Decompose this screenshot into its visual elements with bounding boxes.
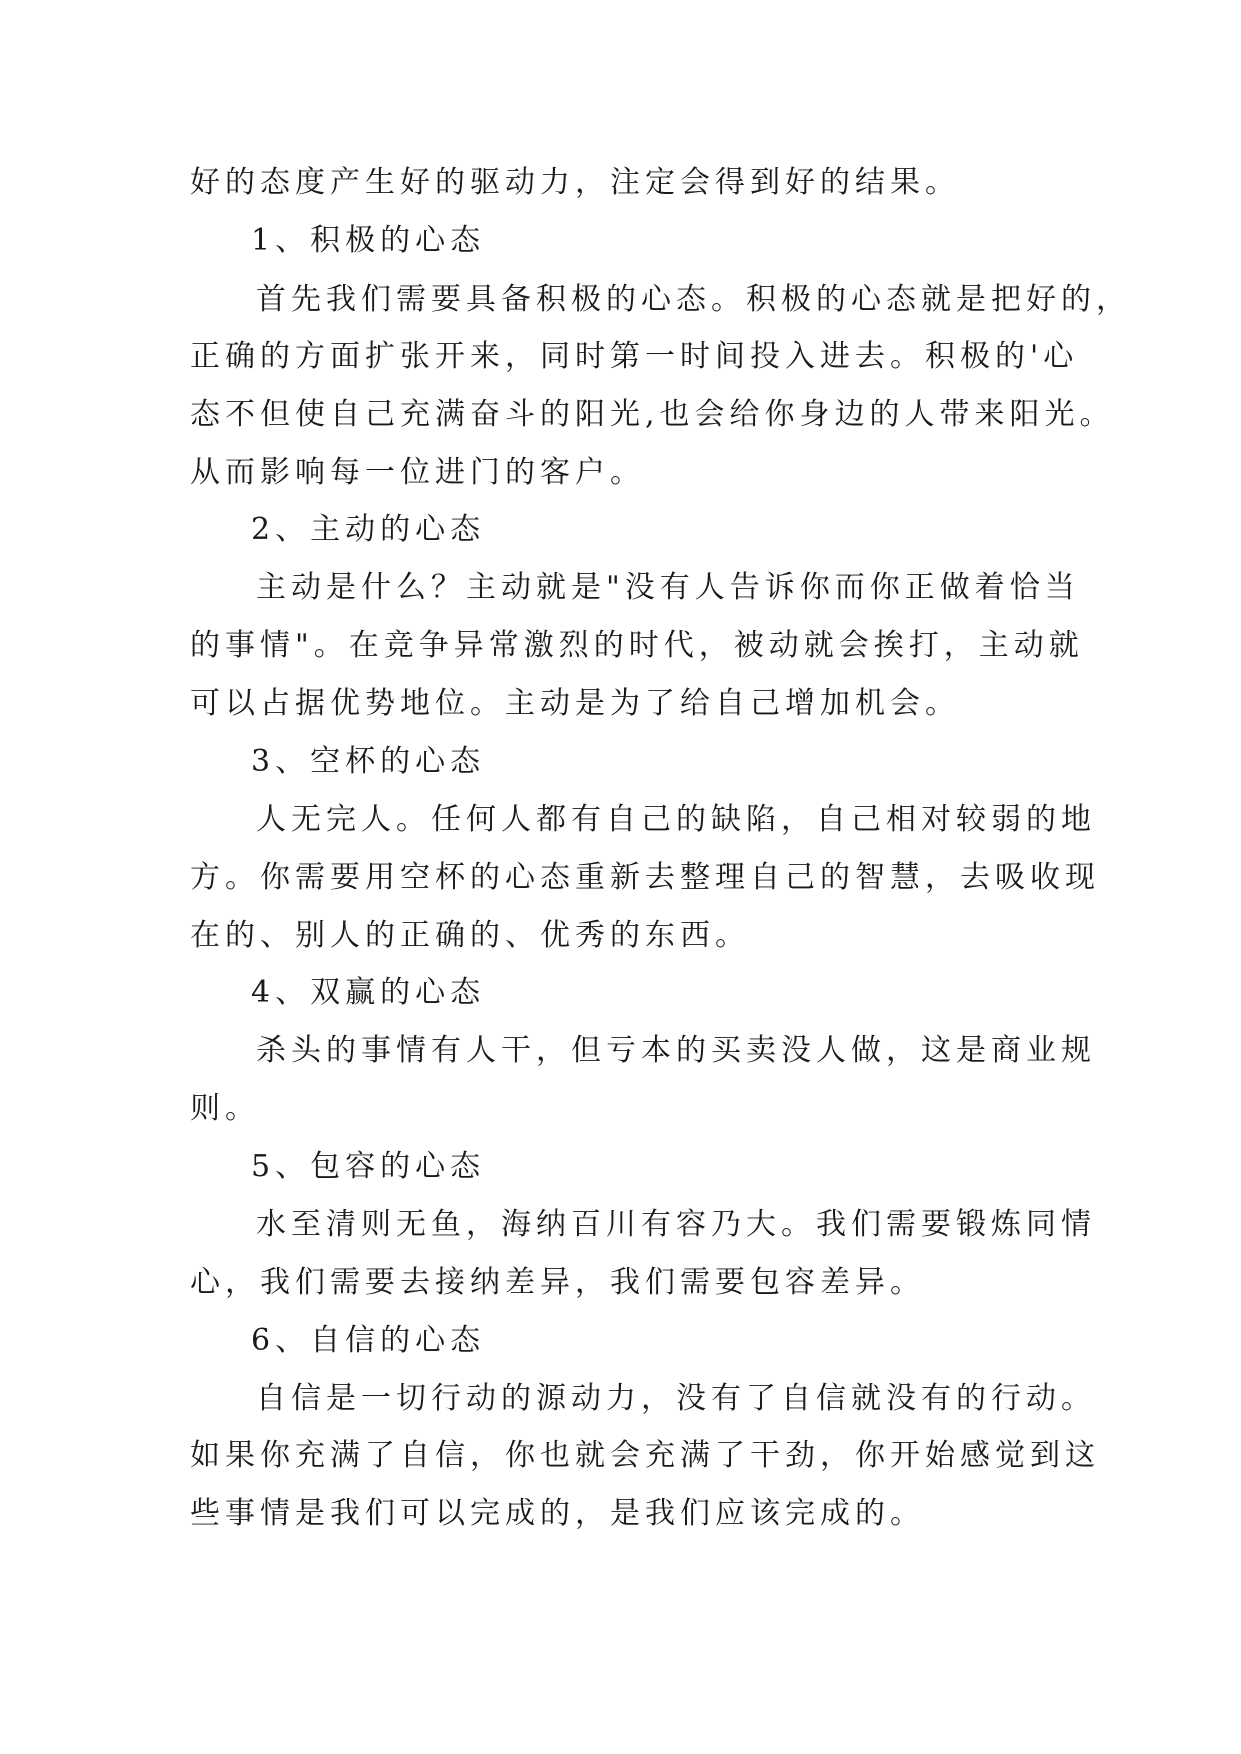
- paragraph-line: 人无完人。任何人都有自己的缺陷，自己相对较弱的地: [256, 802, 1096, 837]
- paragraph-line: 方。你需要用空杯的心态重新去整理自己的智慧，去吸收现: [190, 860, 1100, 895]
- paragraph-line: 如果你充满了自信，你也就会充满了干劲，你开始感觉到这: [190, 1438, 1100, 1473]
- section-heading: 5、包容的心态: [251, 1149, 486, 1184]
- paragraph-line: 可以占据优势地位。主动是为了给自己增加机会。: [190, 686, 960, 721]
- paragraph-line: 正确的方面扩张开来，同时第一时间投入进去。积极的'心: [190, 339, 1079, 374]
- section-heading: 2、主动的心态: [251, 512, 486, 547]
- paragraph-line: 则。: [190, 1091, 260, 1126]
- section-heading: 4、双赢的心态: [251, 975, 486, 1010]
- paragraph-line: 在的、别人的正确的、优秀的东西。: [190, 918, 750, 953]
- paragraph-line: 主动是什么？主动就是"没有人告诉你而你正做着恰当: [256, 570, 1080, 605]
- paragraph-line: 心，我们需要去接纳差异，我们需要包容差异。: [190, 1265, 925, 1300]
- paragraph-line: 态不但使自己充满奋斗的阳光,也会给你身边的人带来阳光。: [190, 397, 1115, 432]
- section-heading: 3、空杯的心态: [251, 744, 486, 779]
- paragraph-line: 杀头的事情有人干，但亏本的买卖没人做，这是商业规: [256, 1033, 1096, 1068]
- paragraph-line: 水至清则无鱼，海纳百川有容乃大。我们需要锻炼同情: [256, 1207, 1096, 1242]
- paragraph-line: 从而影响每一位进门的客户。: [190, 455, 645, 490]
- paragraph-line: 些事情是我们可以完成的，是我们应该完成的。: [190, 1496, 925, 1531]
- paragraph-line: 的事情"。在竞争异常激烈的时代，被动就会挨打，主动就: [190, 628, 1084, 663]
- paragraph-line: 首先我们需要具备积极的心态。积极的心态就是把好的，: [256, 282, 1131, 317]
- paragraph-line: 自信是一切行动的源动力，没有了自信就没有的行动。: [256, 1381, 1096, 1416]
- paragraph-line: 好的态度产生好的驱动力，注定会得到好的结果。: [190, 165, 960, 200]
- section-heading: 6、自信的心态: [251, 1323, 486, 1358]
- section-heading: 1、积极的心态: [251, 223, 486, 258]
